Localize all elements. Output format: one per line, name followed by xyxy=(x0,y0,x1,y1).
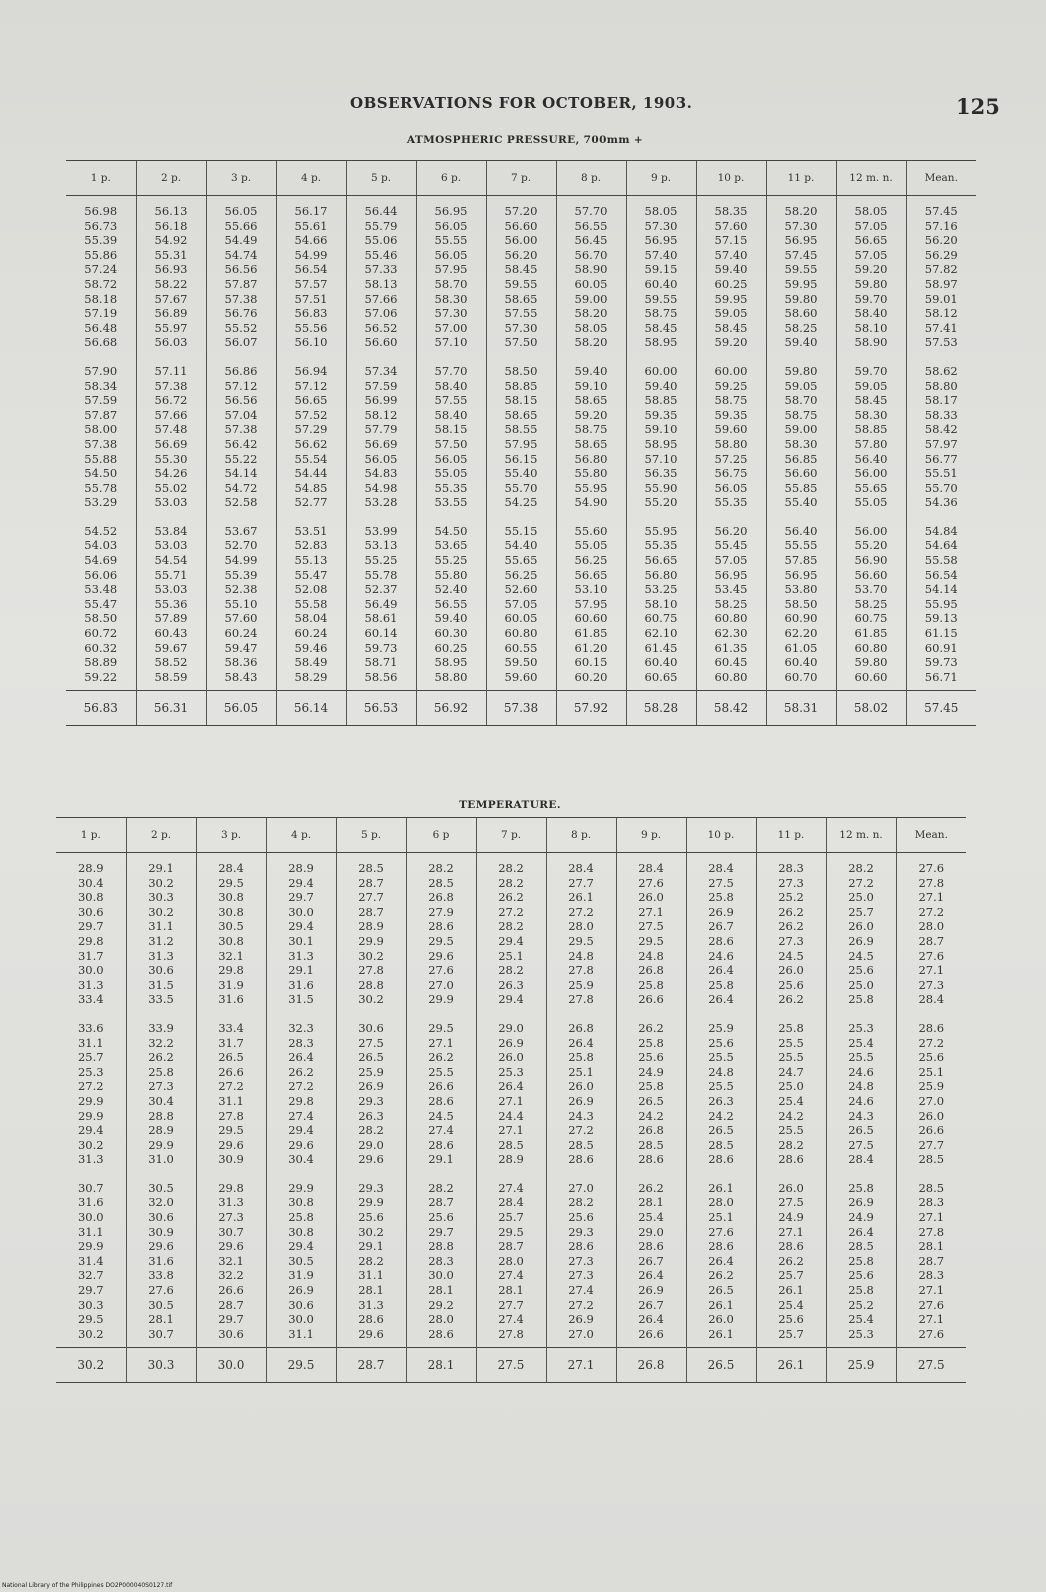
temperature-header-row xyxy=(56,818,966,853)
column-values: 53.51 52.83 55.13 55.47 52.08 55.58 58.04 60.24 59.46 58.49 58.29 xyxy=(276,516,346,691)
mean-value: 29.5 xyxy=(266,1348,336,1383)
column-values: 33.9 32.2 26.2 25.8 27.3 30.4 28.8 28.9 29.9 31.0 xyxy=(126,1013,196,1173)
column-values: 57.70 58.40 57.55 58.40 58.15 57.50 56.05 55.05 55.35 53.55 xyxy=(416,356,486,516)
column-values: 59.40 59.10 58.65 59.20 58.75 58.65 56.80 55.80 55.95 54.90 xyxy=(556,356,626,516)
mean-value: 57.45 xyxy=(906,691,976,726)
page-number: 125 xyxy=(956,94,1000,119)
data-row-group xyxy=(66,516,976,691)
mean-value: 30.3 xyxy=(126,1348,196,1383)
column-header: 3 p. xyxy=(196,818,266,853)
column-values: 25.3 25.4 25.5 24.6 24.8 24.6 24.3 26.5 27.5 28.4 xyxy=(826,1013,896,1173)
column-values: 28.4 27.6 26.0 27.1 27.5 29.5 24.8 26.8 25.8 26.6 xyxy=(616,853,686,1013)
column-values: 28.2 28.5 26.8 27.9 28.6 29.5 29.6 27.6 27.0 29.9 xyxy=(406,853,476,1013)
mean-value: 30.0 xyxy=(196,1348,266,1383)
column-values: 58.35 57.60 57.15 57.40 59.40 60.25 59.95 59.05 58.45 59.20 xyxy=(696,196,766,356)
column-values: 55.95 55.35 56.65 56.80 53.25 58.10 60.75 62.10 61.45 60.40 60.65 xyxy=(626,516,696,691)
column-values: 28.5 28.3 27.1 27.8 28.1 28.7 28.3 27.1 27.6 27.1 27.6 xyxy=(896,1173,966,1348)
column-values: 27.4 28.4 25.7 29.5 28.7 28.0 27.4 28.1 27.7 27.4 27.8 xyxy=(476,1173,546,1348)
column-header: 9 p. xyxy=(616,818,686,853)
column-values: 56.00 55.20 56.90 56.60 53.70 58.25 60.75 61.85 60.80 59.80 60.60 xyxy=(836,516,906,691)
mean-value: 58.42 xyxy=(696,691,766,726)
column-values: 28.2 27.2 25.0 25.7 26.0 26.9 24.5 25.6 25.0 25.8 xyxy=(826,853,896,1013)
column-values: 27.0 28.2 25.6 29.3 28.6 27.3 27.3 27.4 27.2 26.9 27.0 xyxy=(546,1173,616,1348)
column-values: 56.17 55.61 54.66 54.99 56.54 57.57 57.51 56.83 55.56 56.10 xyxy=(276,196,346,356)
column-values: 58.05 57.05 56.65 57.05 59.20 59.80 59.70 58.40 58.10 58.90 xyxy=(836,196,906,356)
column-values: 53.84 53.03 54.54 55.71 53.03 55.36 57.89 60.43 59.67 58.52 58.59 xyxy=(136,516,206,691)
column-values: 29.8 31.3 27.3 30.7 29.6 32.1 32.2 26.6 28.7 29.7 30.6 xyxy=(196,1173,266,1348)
column-values: 28.2 28.2 26.2 27.2 28.2 29.4 25.1 28.2 26.3 29.4 xyxy=(476,853,546,1013)
mean-value: 56.14 xyxy=(276,691,346,726)
column-values: 56.86 57.12 56.56 57.04 57.38 56.42 55.22 54.14 54.72 52.58 xyxy=(206,356,276,516)
mean-value: 58.02 xyxy=(836,691,906,726)
mean-value: 58.28 xyxy=(626,691,696,726)
column-values: 28.4 29.5 30.8 30.8 30.5 30.8 32.1 29.8 31.9 31.6 xyxy=(196,853,266,1013)
column-values: 28.6 27.2 25.6 25.1 25.9 27.0 26.0 26.6 27.7 28.5 xyxy=(896,1013,966,1173)
column-values: 28.5 28.7 27.7 28.7 28.9 29.9 30.2 27.8 28.8 30.2 xyxy=(336,853,406,1013)
mean-value: 26.1 xyxy=(756,1348,826,1383)
column-values: 26.1 28.0 25.1 27.6 28.6 26.4 26.2 26.5 26.1 26.0 26.1 xyxy=(686,1173,756,1348)
column-header: 9 p. xyxy=(626,161,696,196)
column-values: 56.98 56.73 55.39 55.86 57.24 58.72 58.18 57.19 56.48 56.68 xyxy=(84,204,118,350)
data-row-group xyxy=(66,356,976,516)
column-values: 58.20 57.30 56.95 57.45 59.55 59.95 59.80 58.60 58.25 59.40 xyxy=(766,196,836,356)
footer-note: National Library of the Philippines DO2P000040S0127.tif xyxy=(2,1582,173,1589)
column-header: 7 p. xyxy=(486,161,556,196)
temperature-caption: TEMPERATURE. xyxy=(459,799,561,811)
pressure-caption: ATMOSPHERIC PRESSURE, 700mm + xyxy=(406,134,644,146)
column-header: 4 p. xyxy=(266,818,336,853)
column-header: 10 p. xyxy=(686,818,756,853)
column-values: 53.99 53.13 55.25 55.78 52.37 56.49 58.61 60.14 59.73 58.71 58.56 xyxy=(346,516,416,691)
column-values: 60.00 59.40 58.85 59.35 59.10 58.95 57.10 56.35 55.90 55.20 xyxy=(626,356,696,516)
column-values: 60.00 59.25 58.75 59.35 59.60 58.80 57.25 56.75 56.05 55.35 xyxy=(696,356,766,516)
mean-value: 56.92 xyxy=(416,691,486,726)
mean-value: 56.83 xyxy=(66,691,136,726)
column-values: 29.5 27.1 26.2 25.5 26.6 28.6 24.5 27.4 28.6 29.1 xyxy=(406,1013,476,1173)
column-values: 59.70 59.05 58.45 58.30 58.85 57.80 56.40 56.00 55.65 55.05 xyxy=(836,356,906,516)
mean-value: 57.38 xyxy=(486,691,556,726)
column-values: 33.4 31.7 26.5 26.6 27.2 31.1 27.8 29.5 29.6 30.9 xyxy=(196,1013,266,1173)
data-row-group xyxy=(56,1013,966,1173)
column-values: 54.52 54.03 54.69 56.06 53.48 55.47 58.50 60.72 60.32 58.89 59.22 xyxy=(84,523,118,684)
column-values: 54.50 53.65 55.25 55.80 52.40 56.55 59.40 60.30 60.25 58.95 58.80 xyxy=(416,516,486,691)
column-values: 57.70 56.55 56.45 56.70 58.90 60.05 59.00 58.20 58.05 58.20 xyxy=(556,196,626,356)
column-header: 10 p. xyxy=(696,161,766,196)
column-values: 56.05 55.66 54.49 54.74 56.56 57.87 57.38 56.76 55.52 56.07 xyxy=(206,196,276,356)
column-values: 29.0 26.9 26.0 25.3 26.4 27.1 24.4 27.1 28.5 28.9 xyxy=(476,1013,546,1173)
column-values: 58.62 58.80 58.17 58.33 58.42 57.97 56.77 55.51 55.70 54.36 xyxy=(906,356,976,516)
data-row-group xyxy=(66,196,976,356)
column-header: 1 p. xyxy=(66,161,136,196)
column-values: 56.40 55.55 57.85 56.95 53.80 58.50 60.90 62.20 61.05 60.40 60.70 xyxy=(766,516,836,691)
column-values: 28.4 27.5 25.8 26.9 26.7 28.6 24.6 26.4 25.8 26.4 xyxy=(686,853,756,1013)
pressure-table xyxy=(66,160,976,726)
mean-value: 56.53 xyxy=(346,691,416,726)
column-header: 8 p. xyxy=(556,161,626,196)
column-header: 2 p. xyxy=(136,161,206,196)
page-header xyxy=(0,92,1046,132)
column-header: 12 m. n. xyxy=(836,161,906,196)
column-header: 1 p. xyxy=(56,818,126,853)
column-values: 56.95 56.05 55.55 56.05 57.95 58.70 58.30 57.30 57.00 57.10 xyxy=(416,196,486,356)
column-values: 58.05 57.30 56.95 57.40 59.15 60.40 59.55 58.75 58.45 58.95 xyxy=(626,196,696,356)
page-title: OBSERVATIONS FOR OCTOBER, 1903. xyxy=(350,94,693,112)
column-header: 2 p. xyxy=(126,818,196,853)
column-values: 32.3 28.3 26.4 26.2 27.2 29.8 27.4 29.4 29.6 30.4 xyxy=(266,1013,336,1173)
mean-row xyxy=(66,691,976,726)
column-values: 53.67 52.70 54.99 55.39 52.38 55.10 57.60 60.24 59.47 58.36 58.43 xyxy=(206,516,276,691)
mean-value: 28.7 xyxy=(336,1348,406,1383)
column-values: 55.15 54.40 55.65 56.25 52.60 57.05 60.05 60.80 60.55 59.50 59.60 xyxy=(486,516,556,691)
column-values: 28.9 29.4 29.7 30.0 29.4 30.1 31.3 29.1 31.6 31.5 xyxy=(266,853,336,1013)
column-values: 30.5 32.0 30.6 30.9 29.6 31.6 33.8 27.6 30.5 28.1 30.7 xyxy=(126,1173,196,1348)
column-header: 8 p. xyxy=(546,818,616,853)
column-values: 57.11 57.38 56.72 57.66 57.48 56.69 55.30 54.26 55.02 53.03 xyxy=(136,356,206,516)
column-values: 26.2 28.1 25.4 29.0 28.6 26.7 26.4 26.9 26.7 26.4 26.6 xyxy=(616,1173,686,1348)
column-values: 57.45 57.16 56.20 56.29 57.82 58.97 59.01 58.12 57.41 57.53 xyxy=(906,196,976,356)
column-values: 28.2 28.7 25.6 29.7 28.8 28.3 30.0 28.1 29.2 28.0 28.6 xyxy=(406,1173,476,1348)
column-header: 11 p. xyxy=(766,161,836,196)
column-header: 6 p xyxy=(406,818,476,853)
mean-value: 56.05 xyxy=(206,691,276,726)
column-values: 26.2 25.8 25.6 24.9 25.8 26.5 24.2 26.8 28.5 28.6 xyxy=(616,1013,686,1173)
mean-value: 58.31 xyxy=(766,691,836,726)
mean-value: 28.1 xyxy=(406,1348,476,1383)
column-values: 28.4 27.7 26.1 27.2 28.0 29.5 24.8 27.8 25.9 27.8 xyxy=(546,853,616,1013)
column-values: 56.94 57.12 56.65 57.52 57.29 56.62 55.54 54.44 54.85 52.77 xyxy=(276,356,346,516)
data-row-group xyxy=(56,1173,966,1348)
column-values: 30.7 31.6 30.0 31.1 29.9 31.4 32.7 29.7 30.3 29.5 30.2 xyxy=(77,1180,104,1341)
column-values: 29.9 30.8 25.8 30.8 29.4 30.5 31.9 26.9 30.6 30.0 31.1 xyxy=(266,1173,336,1348)
pressure-header-row xyxy=(66,161,976,196)
column-header: 7 p. xyxy=(476,818,546,853)
data-row-group xyxy=(56,853,966,1013)
column-values: 30.6 27.5 26.5 25.9 26.9 29.3 26.3 28.2 29.0 29.6 xyxy=(336,1013,406,1173)
mean-value: 27.1 xyxy=(546,1348,616,1383)
mean-value: 26.8 xyxy=(616,1348,686,1383)
mean-value: 27.5 xyxy=(476,1348,546,1383)
column-values: 25.8 26.9 24.9 26.4 28.5 25.8 25.6 25.8 25.2 25.4 25.3 xyxy=(826,1173,896,1348)
mean-value: 30.2 xyxy=(56,1348,126,1383)
column-values: 25.9 25.6 25.5 24.8 25.5 26.3 24.2 26.5 28.5 28.6 xyxy=(686,1013,756,1173)
column-header: 11 p. xyxy=(756,818,826,853)
column-values: 54.84 54.64 55.58 56.54 54.14 55.95 59.13 61.15 60.91 59.73 56.71 xyxy=(906,516,976,691)
column-values: 29.1 30.2 30.3 30.2 31.1 31.2 31.3 30.6 31.5 33.5 xyxy=(126,853,196,1013)
column-header: Mean. xyxy=(896,818,966,853)
mean-value: 25.9 xyxy=(826,1348,896,1383)
column-header: 6 p. xyxy=(416,161,486,196)
mean-value: 26.5 xyxy=(686,1348,756,1383)
column-header: 12 m. n. xyxy=(826,818,896,853)
column-values: 55.60 55.05 56.25 56.65 53.10 57.95 60.60 61.85 61.20 60.15 60.20 xyxy=(556,516,626,691)
column-values: 57.34 57.59 56.99 58.12 57.79 56.69 56.05 54.83 54.98 53.28 xyxy=(346,356,416,516)
column-header: 5 p. xyxy=(336,818,406,853)
column-values: 28.9 30.4 30.8 30.6 29.7 29.8 31.7 30.0 31.3 33.4 xyxy=(77,861,104,1007)
column-header: 3 p. xyxy=(206,161,276,196)
column-values: 26.8 26.4 25.8 25.1 26.0 26.9 24.3 27.2 28.5 28.6 xyxy=(546,1013,616,1173)
column-values: 58.50 58.85 58.15 58.65 58.55 57.95 56.15 55.40 55.70 54.25 xyxy=(486,356,556,516)
mean-row xyxy=(56,1348,966,1383)
column-values: 26.0 27.5 24.9 27.1 28.6 26.2 25.7 26.1 25.4 25.6 25.7 xyxy=(756,1173,826,1348)
column-values: 33.6 31.1 25.7 25.3 27.2 29.9 29.9 29.4 30.2 31.3 xyxy=(77,1020,104,1167)
column-values: 59.80 59.05 58.70 58.75 59.00 58.30 56.85 56.60 55.85 55.40 xyxy=(766,356,836,516)
column-values: 56.20 55.45 57.05 56.95 53.45 58.25 60.80 62.30 61.35 60.45 60.80 xyxy=(696,516,766,691)
column-header: 4 p. xyxy=(276,161,346,196)
column-values: 56.13 56.18 54.92 55.31 56.93 58.22 57.67 56.89 55.97 56.03 xyxy=(136,196,206,356)
mean-value: 27.5 xyxy=(896,1348,966,1383)
column-values: 27.6 27.8 27.1 27.2 28.0 28.7 27.6 27.1 27.3 28.4 xyxy=(896,853,966,1013)
column-values: 57.90 58.34 57.59 57.87 58.00 57.38 55.88 54.50 55.78 53.29 xyxy=(84,363,118,510)
column-values: 57.20 56.60 56.00 56.20 58.45 59.55 58.65 57.55 57.30 57.50 xyxy=(486,196,556,356)
column-header: 5 p. xyxy=(346,161,416,196)
column-header: Mean. xyxy=(906,161,976,196)
column-values: 28.3 27.3 25.2 26.2 26.2 27.3 24.5 26.0 25.6 26.2 xyxy=(756,853,826,1013)
mean-value: 57.92 xyxy=(556,691,626,726)
column-values: 25.8 25.5 25.5 24.7 25.0 25.4 24.2 25.5 28.2 28.6 xyxy=(756,1013,826,1173)
column-values: 29.3 29.9 25.6 30.2 29.1 28.2 31.1 28.1 31.3 28.6 29.6 xyxy=(336,1173,406,1348)
column-values: 56.44 55.79 55.06 55.46 57.33 58.13 57.66 57.06 56.52 56.60 xyxy=(346,196,416,356)
temperature-table xyxy=(56,817,966,1383)
mean-value: 56.31 xyxy=(136,691,206,726)
